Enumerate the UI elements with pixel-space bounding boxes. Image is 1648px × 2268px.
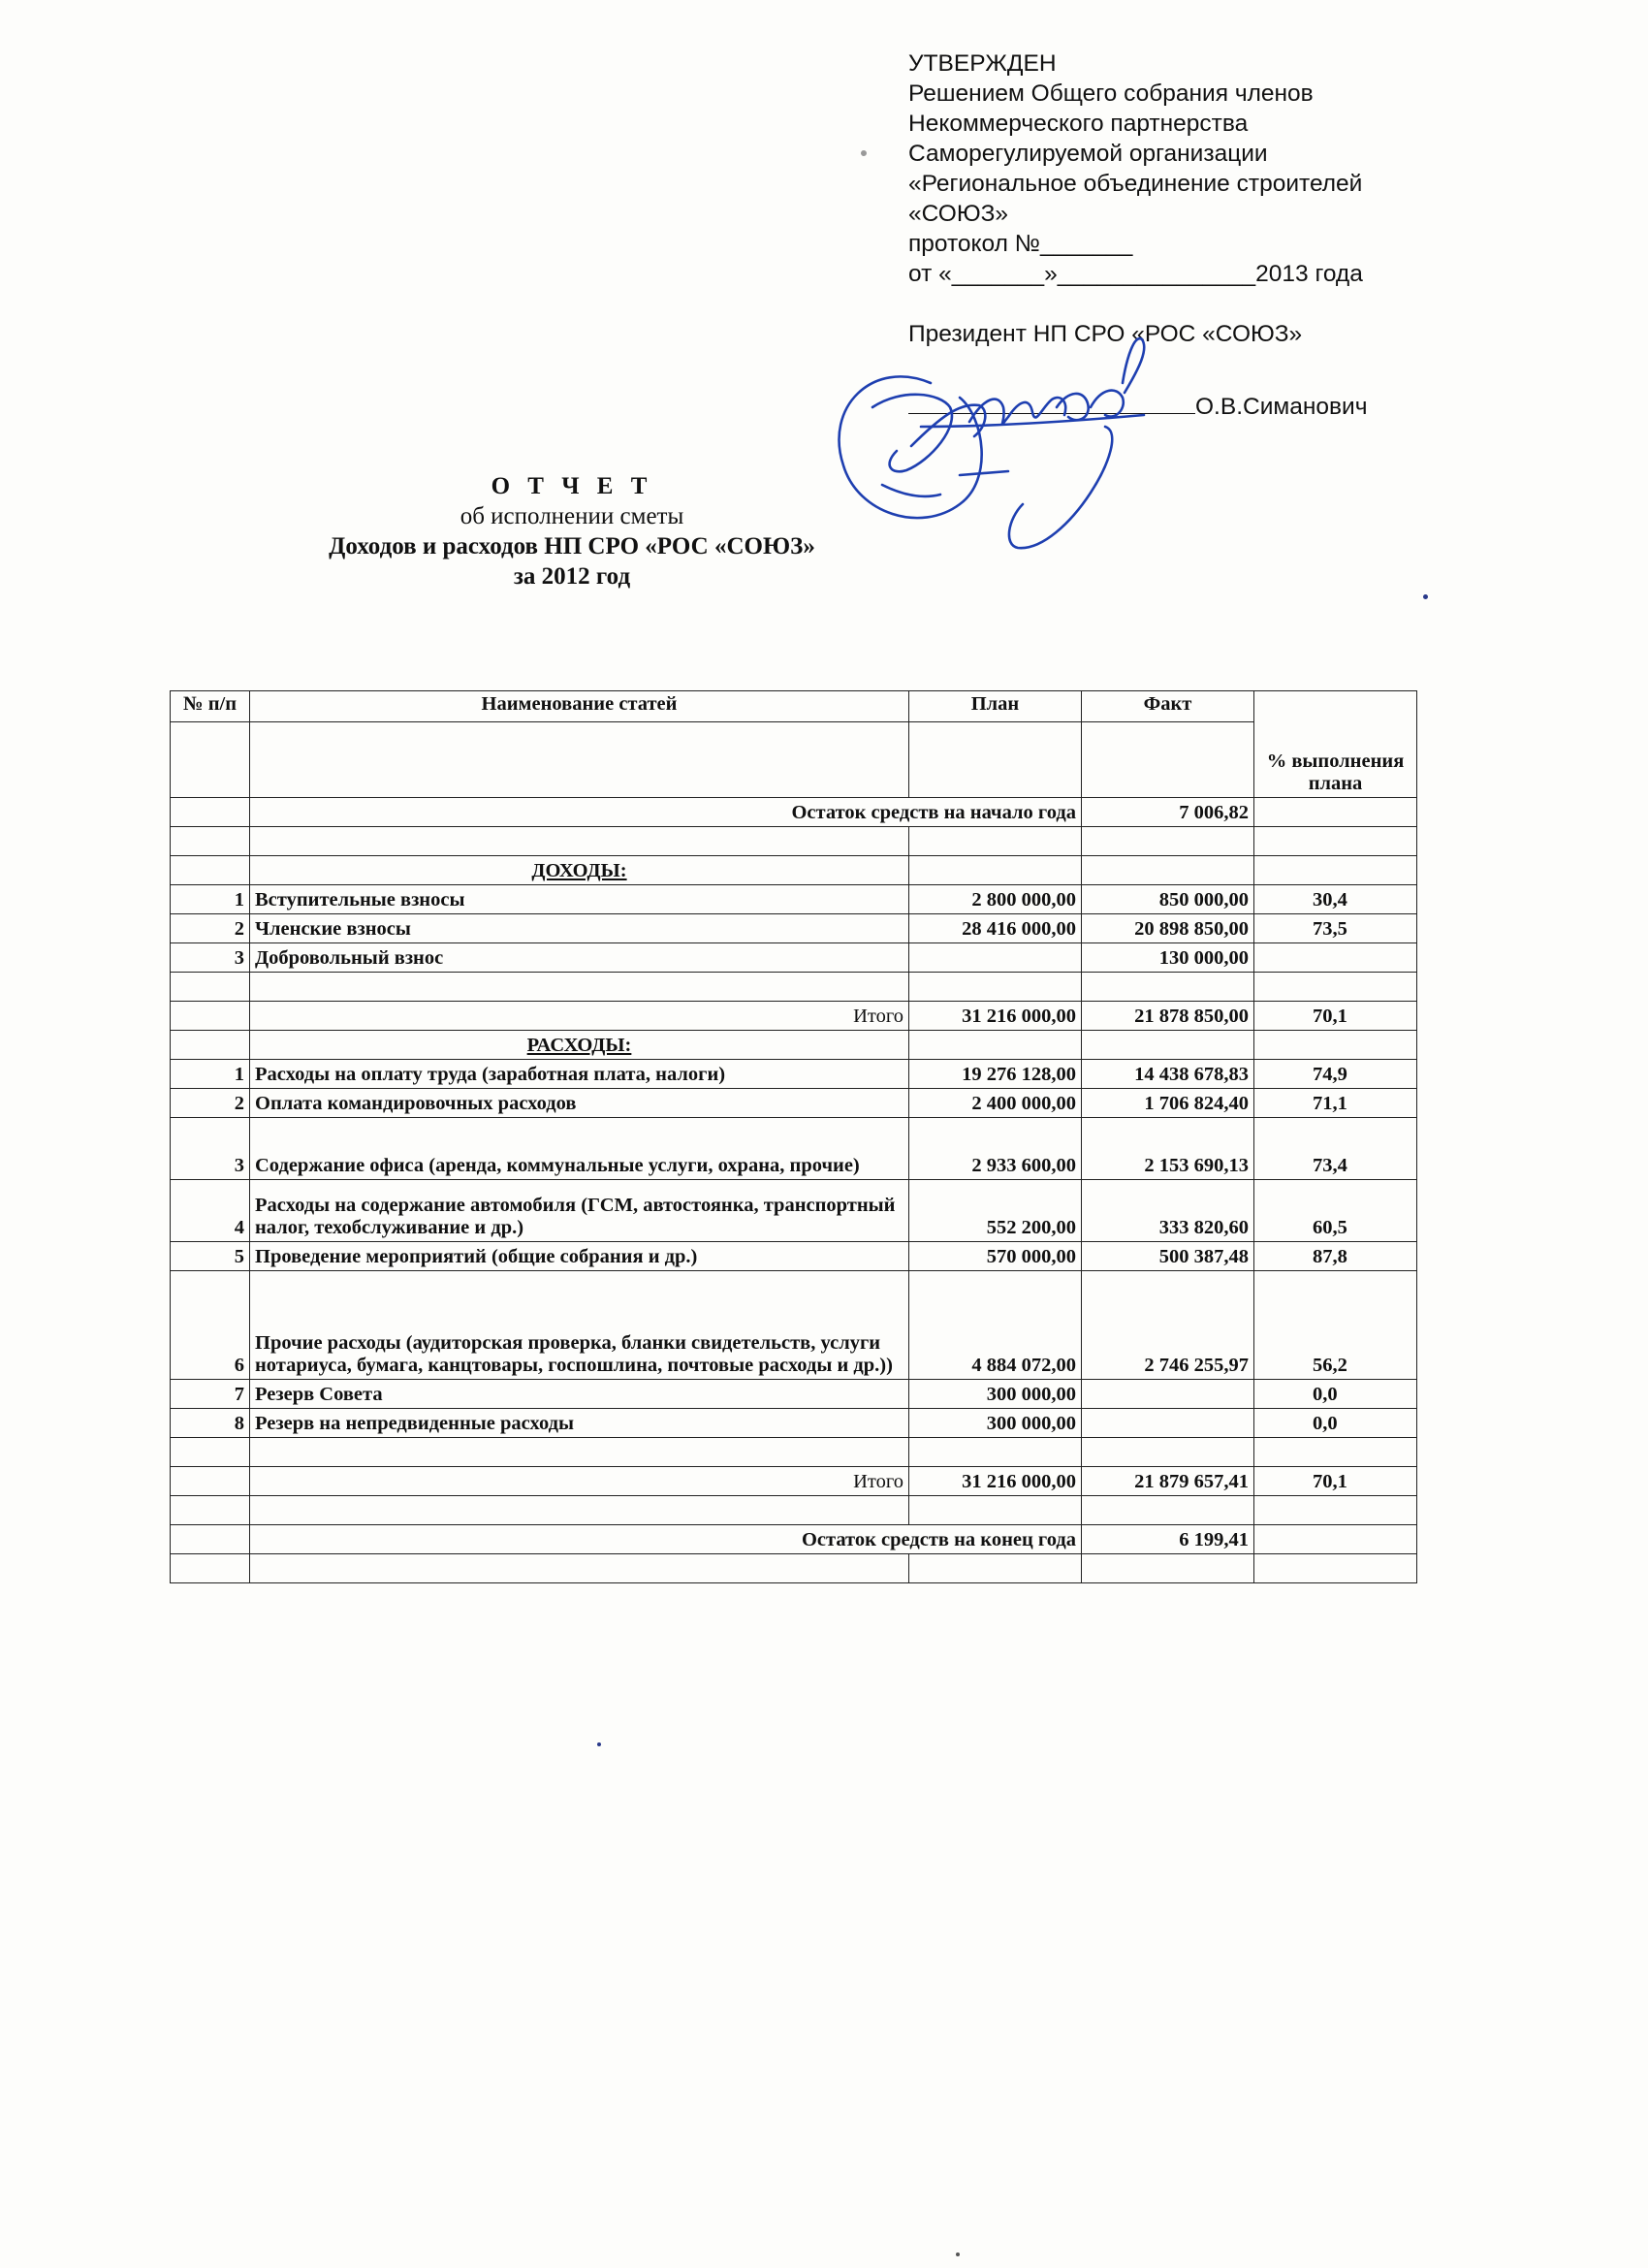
closing-balance-fact: 6 199,41	[1082, 1525, 1254, 1554]
title-heading: О Т Ч Е Т	[491, 473, 653, 499]
row-name: Вступительные взносы	[250, 885, 909, 914]
approval-block	[908, 48, 1451, 422]
row-name: Расходы на содержание автомобиля (ГСМ, автостоянка, транспортный налог, техобслуживание и др.)	[250, 1180, 909, 1242]
row-percent: 0,0	[1254, 1380, 1417, 1409]
row-fact: 850 000,00	[1082, 885, 1254, 914]
row-percent: 71,1	[1254, 1089, 1417, 1118]
income-total-fact: 21 878 850,00	[1082, 1002, 1254, 1031]
approval-line: УТВЕРЖДЕН	[908, 50, 1057, 77]
empty-row	[171, 1438, 1417, 1467]
expense-total-fact: 21 879 657,41	[1082, 1467, 1254, 1496]
opening-balance-fact: 7 006,82	[1082, 798, 1254, 827]
approval-line: Саморегулируемой организации	[908, 141, 1268, 167]
expense-heading-row	[171, 1031, 1417, 1060]
header-fact: Факт	[1082, 691, 1254, 722]
blank-cell	[171, 856, 250, 885]
row-percent: 0,0	[1254, 1409, 1417, 1438]
closing-balance-label: Остаток средств на конец года	[250, 1525, 1082, 1554]
protocol-date: от «_______»_______________2013 года	[908, 261, 1363, 287]
row-num: 7	[171, 1380, 250, 1409]
row-name: Прочие расходы (аудиторская проверка, бланки свидетельств, услуги нотариуса, бумага, канцтовары, госпошлина, почтовые расходы и др.))	[250, 1271, 909, 1380]
income-total-row	[171, 1002, 1417, 1031]
signer-name: О.В.Симанович	[1195, 394, 1368, 420]
row-fact: 14 438 678,83	[1082, 1060, 1254, 1089]
row-name: Резерв на непредвиденные расходы	[250, 1409, 909, 1438]
row-num: 2	[171, 914, 250, 943]
opening-balance-label: Остаток средств на начало года	[250, 798, 1082, 827]
row-fact	[1082, 1409, 1254, 1438]
signature-blank	[908, 392, 1195, 414]
scan-speck	[956, 2252, 960, 2256]
spacer	[908, 289, 1451, 319]
row-fact: 2 746 255,97	[1082, 1271, 1254, 1380]
row-num: 8	[171, 1409, 250, 1438]
income-row	[171, 885, 1417, 914]
row-num: 1	[171, 885, 250, 914]
empty-row	[171, 973, 1417, 1002]
header-row-blank	[171, 722, 1417, 798]
expense-total-label: Итого	[250, 1467, 909, 1496]
scan-speck	[1423, 594, 1428, 599]
row-percent: 73,5	[1254, 914, 1417, 943]
income-heading-row	[171, 856, 1417, 885]
row-fact: 333 820,60	[1082, 1180, 1254, 1242]
expense-heading-text: РАСХОДЫ:	[526, 1035, 632, 1056]
row-percent	[1254, 943, 1417, 973]
title-subtitle: об исполнении сметы	[460, 503, 684, 529]
row-plan: 552 200,00	[909, 1180, 1082, 1242]
row-fact: 2 153 690,13	[1082, 1118, 1254, 1180]
approval-line: Решением Общего собрания членов	[908, 80, 1314, 107]
row-plan: 2 800 000,00	[909, 885, 1082, 914]
budget-report-table	[170, 690, 1417, 1583]
row-percent: 60,5	[1254, 1180, 1417, 1242]
opening-balance-row	[171, 798, 1417, 827]
row-plan: 2 400 000,00	[909, 1089, 1082, 1118]
row-plan: 570 000,00	[909, 1242, 1082, 1271]
expense-row	[171, 1089, 1417, 1118]
expense-row	[171, 1180, 1417, 1242]
approval-line: Некоммерческого партнерства	[908, 111, 1249, 137]
expense-row	[171, 1242, 1417, 1271]
row-percent: 74,9	[1254, 1060, 1417, 1089]
approval-line: «Региональное объединение строителей	[908, 171, 1363, 197]
row-name: Содержание офиса (аренда, коммунальные услуги, охрана, прочие)	[250, 1118, 909, 1180]
row-num: 1	[171, 1060, 250, 1089]
expense-total-percent: 70,1	[1254, 1467, 1417, 1496]
income-total-percent: 70,1	[1254, 1002, 1417, 1031]
row-fact: 20 898 850,00	[1082, 914, 1254, 943]
row-num: 6	[171, 1271, 250, 1380]
income-total-label: Итого	[250, 1002, 909, 1031]
row-num: 4	[171, 1180, 250, 1242]
expense-total-plan: 31 216 000,00	[909, 1467, 1082, 1496]
closing-balance-row	[171, 1525, 1417, 1554]
title-year: за 2012 год	[513, 563, 631, 590]
income-heading	[250, 856, 909, 885]
row-num: 2	[171, 1089, 250, 1118]
blank-cell	[1254, 798, 1417, 827]
expense-heading	[250, 1031, 909, 1060]
empty-row	[171, 1496, 1417, 1525]
expense-row	[171, 1118, 1417, 1180]
blank-cell	[250, 722, 909, 798]
income-row	[171, 914, 1417, 943]
expense-total-row	[171, 1467, 1417, 1496]
row-name: Оплата командировочных расходов	[250, 1089, 909, 1118]
empty-row	[171, 1554, 1417, 1583]
row-fact: 1 706 824,40	[1082, 1089, 1254, 1118]
header-num: № п/п	[171, 691, 250, 722]
row-num: 5	[171, 1242, 250, 1271]
header-percent: % выполнения плана	[1254, 691, 1417, 798]
signature-line	[908, 392, 1451, 422]
scan-speck	[597, 1742, 601, 1746]
income-total-plan: 31 216 000,00	[909, 1002, 1082, 1031]
blank-cell	[171, 798, 250, 827]
row-name: Проведение мероприятий (общие собрания и др.)	[250, 1242, 909, 1271]
expense-row	[171, 1409, 1417, 1438]
income-heading-text: ДОХОДЫ:	[531, 860, 627, 881]
row-plan: 2 933 600,00	[909, 1118, 1082, 1180]
row-plan: 300 000,00	[909, 1380, 1082, 1409]
empty-row	[171, 827, 1417, 856]
blank-cell	[1082, 722, 1254, 798]
row-num: 3	[171, 1118, 250, 1180]
row-percent: 56,2	[1254, 1271, 1417, 1380]
row-plan: 28 416 000,00	[909, 914, 1082, 943]
row-name: Членские взносы	[250, 914, 909, 943]
row-plan	[909, 943, 1082, 973]
expense-row	[171, 1271, 1417, 1380]
blank-cell	[909, 722, 1082, 798]
title-line: Доходов и расходов НП СРО «РОС «СОЮЗ»	[329, 533, 815, 559]
row-plan: 300 000,00	[909, 1409, 1082, 1438]
row-percent: 73,4	[1254, 1118, 1417, 1180]
row-name: Резерв Совета	[250, 1380, 909, 1409]
row-plan: 19 276 128,00	[909, 1060, 1082, 1089]
signer-position: Президент НП СРО «РОС «СОЮЗ»	[908, 321, 1303, 347]
row-name: Расходы на оплату труда (заработная плата, налоги)	[250, 1060, 909, 1089]
expense-row	[171, 1060, 1417, 1089]
approval-line: «СОЮЗ»	[908, 201, 1009, 227]
row-num: 3	[171, 943, 250, 973]
row-plan: 4 884 072,00	[909, 1271, 1082, 1380]
protocol-number: протокол №_______	[908, 231, 1133, 257]
scan-speck	[861, 150, 867, 156]
blank-cell	[171, 722, 250, 798]
header-row	[171, 691, 1417, 722]
income-row	[171, 943, 1417, 973]
expense-row	[171, 1380, 1417, 1409]
row-fact: 130 000,00	[1082, 943, 1254, 973]
row-name: Добровольный взнос	[250, 943, 909, 973]
report-title	[262, 471, 882, 591]
row-fact: 500 387,48	[1082, 1242, 1254, 1271]
row-percent: 87,8	[1254, 1242, 1417, 1271]
row-percent: 30,4	[1254, 885, 1417, 914]
header-name: Наименование статей	[250, 691, 909, 722]
row-fact	[1082, 1380, 1254, 1409]
header-plan: План	[909, 691, 1082, 722]
